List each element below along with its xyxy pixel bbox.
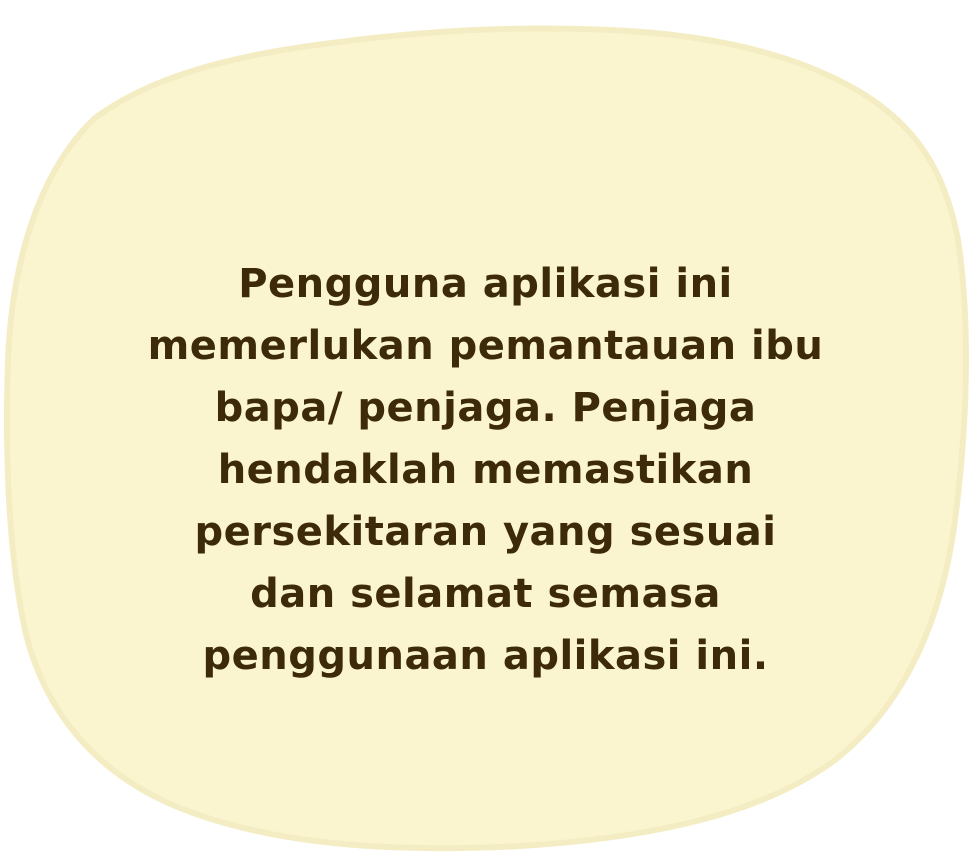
notice-line: persekitaran yang sesuai (194, 509, 777, 555)
notice-line: hendaklah memastikan (217, 447, 754, 493)
notice-line: penggunaan aplikasi ini. (202, 633, 769, 679)
notice-line: dan selamat semasa (250, 571, 721, 617)
parental-supervision-notice (110, 253, 861, 687)
notice-line: memerlukan pemantauan ibu (147, 323, 824, 369)
notice-line: bapa/ penjaga. Penjaga (214, 385, 757, 431)
notice-line: Pengguna aplikasi ini (238, 261, 733, 307)
